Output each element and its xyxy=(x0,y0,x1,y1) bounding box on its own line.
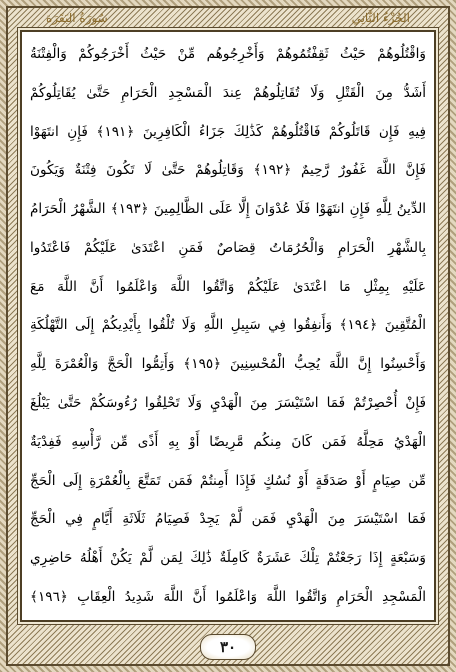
text-line-11: الْهَدْيُ مَحِلَّهُ فَمَن كَانَ مِنكُم مَّرِيضًا أَوْ بِهِ أَذًى مِّن رَّأْسِهِ فَفِدْيَةٌ xyxy=(30,433,426,450)
text-line-15: الْمَسْجِدِ الْحَرَامِ وَاتَّقُوا اللَّهَ وَاعْلَمُوا أَنَّ اللَّهَ شَدِيدُ الْعِقَابِ ﴿١٩٦﴾ xyxy=(30,588,426,605)
text-line-13: فَمَا اسْتَيْسَرَ مِنَ الْهَدْيِ فَمَن لَّمْ يَجِدْ فَصِيَامُ ثَلَاثَةِ أَيَّامٍ فِي الْحَجِّ xyxy=(30,511,426,528)
text-line-12: مِّن صِيَامٍ أَوْ صَدَقَةٍ أَوْ نُسُكٍ فَإِذَا أَمِنتُمْ فَمَن تَمَتَّعَ بِالْعُمْرَةِ إِلَى الْحَجِّ xyxy=(30,472,426,489)
juz-name: الجُزْءُ الثَّانِي xyxy=(351,11,410,25)
text-line-4: فَإِنَّ اللَّهَ غَفُورٌ رَّحِيمٌ ﴿١٩٢﴾ وَقَاتِلُوهُمْ حَتَّىٰ لَا تَكُونَ فِتْنَةٌ وَيَكُونَ xyxy=(30,162,426,179)
page-header xyxy=(20,6,436,30)
text-line-5: الدِّينُ لِلَّهِ فَإِنِ انتَهَوْا فَلَا عُدْوَانَ إِلَّا عَلَى الظَّالِمِينَ ﴿١٩٣﴾ الشَّهْرُ الْحَرَامُ xyxy=(30,201,426,218)
page-footer xyxy=(0,630,456,664)
text-line-9: وَأَحْسِنُوا إِنَّ اللَّهَ يُحِبُّ الْمُحْسِنِينَ ﴿١٩٥﴾ وَأَتِمُّوا الْحَجَّ وَالْعُمْرَةَ لِلَّهِ xyxy=(30,356,426,373)
text-line-1: وَاقْتُلُوهُمْ حَيْثُ ثَقِفْتُمُوهُمْ وَأَخْرِجُوهُم مِّنْ حَيْثُ أَخْرَجُوكُمْ وَالْفِتْنَةُ xyxy=(30,46,426,62)
quran-text xyxy=(30,38,426,614)
text-line-2: أَشَدُّ مِنَ الْقَتْلِ وَلَا تُقَاتِلُوهُمْ عِندَ الْمَسْجِدِ الْحَرَامِ حَتَّىٰ يُقَاتِلُوكُمْ xyxy=(30,84,426,101)
page-number: ٣٠ xyxy=(200,634,256,660)
text-line-10: فَإِنْ أُحْصِرْتُمْ فَمَا اسْتَيْسَرَ مِنَ الْهَدْيِ وَلَا تَحْلِقُوا رُءُوسَكُمْ حَتَّىٰ يَبْلُغَ xyxy=(30,395,426,412)
text-line-7: عَلَيْهِ بِمِثْلِ مَا اعْتَدَىٰ عَلَيْكُمْ وَاتَّقُوا اللَّهَ وَاعْلَمُوا أَنَّ اللَّهَ مَعَ xyxy=(30,278,426,295)
text-line-6: بِالشَّهْرِ الْحَرَامِ وَالْحُرُمَاتُ قِصَاصٌ فَمَنِ اعْتَدَىٰ عَلَيْكُمْ فَاعْتَدُوا xyxy=(30,239,426,256)
surah-name: سُورَةُ البَقَرَة xyxy=(46,11,108,25)
text-line-14: وَسَبْعَةٍ إِذَا رَجَعْتُمْ تِلْكَ عَشَرَةٌ كَامِلَةٌ ذَٰلِكَ لِمَن لَّمْ يَكُنْ أَهْلُهُ حَاضِرِي xyxy=(30,550,426,567)
text-line-8: الْمُتَّقِينَ ﴿١٩٤﴾ وَأَنفِقُوا فِي سَبِيلِ اللَّهِ وَلَا تُلْقُوا بِأَيْدِيكُمْ إِلَى التَّهْلُكَةِ xyxy=(30,317,426,334)
text-line-3: فِيهِ فَإِن قَاتَلُوكُمْ فَاقْتُلُوهُمْ كَذَٰلِكَ جَزَاءُ الْكَافِرِينَ ﴿١٩١﴾ فَإِنِ انتَهَوْا xyxy=(30,123,426,140)
